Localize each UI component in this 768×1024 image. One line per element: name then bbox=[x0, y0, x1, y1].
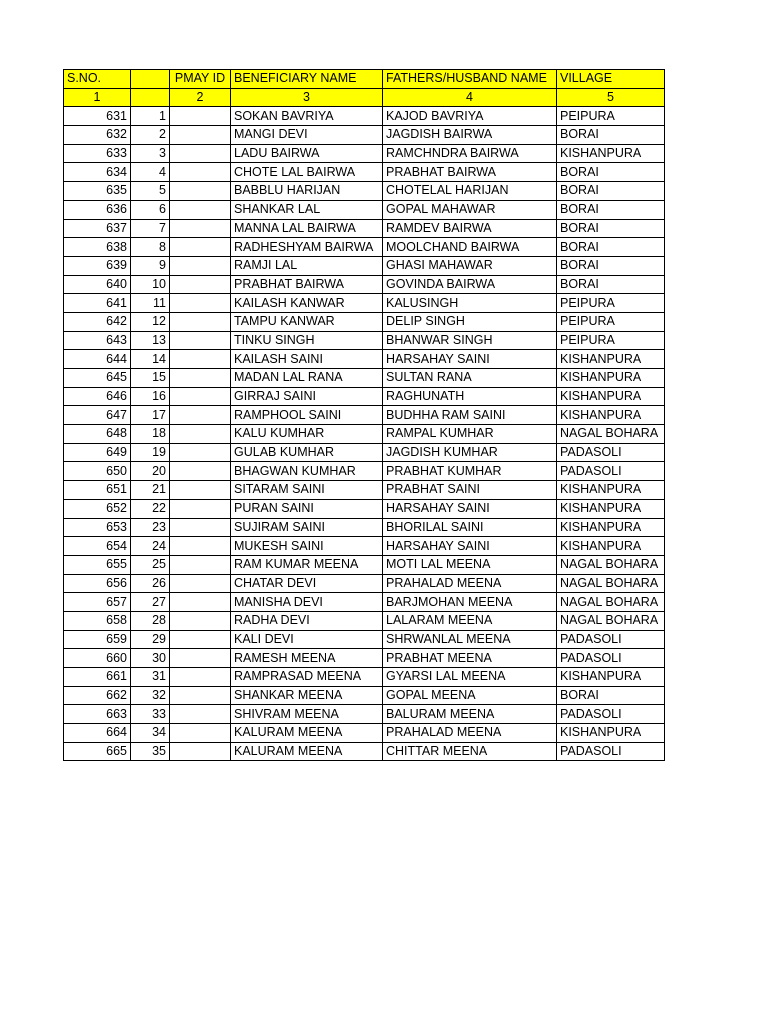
cell-father-husband-name: HARSAHAY SAINI bbox=[383, 499, 557, 518]
cell-village: PADASOLI bbox=[557, 462, 665, 481]
cell-serial: 645 bbox=[64, 369, 131, 388]
table-row bbox=[64, 462, 665, 481]
cell-beneficiary-name: RAMPHOOL SAINI bbox=[231, 406, 383, 425]
cell-father-husband-name: LALARAM MEENA bbox=[383, 611, 557, 630]
cell-beneficiary-name: KALURAM MEENA bbox=[231, 724, 383, 743]
cell-pmay-id bbox=[170, 686, 231, 705]
cell-index: 23 bbox=[131, 518, 170, 537]
cell-beneficiary-name: RAMJI LAL bbox=[231, 256, 383, 275]
cell-pmay-id bbox=[170, 369, 231, 388]
cell-pmay-id bbox=[170, 126, 231, 145]
table-row bbox=[64, 163, 665, 182]
cell-index: 12 bbox=[131, 312, 170, 331]
cell-pmay-id bbox=[170, 555, 231, 574]
cell-village: BORAI bbox=[557, 686, 665, 705]
table-row bbox=[64, 294, 665, 313]
cell-serial: 650 bbox=[64, 462, 131, 481]
cell-pmay-id bbox=[170, 593, 231, 612]
table-row bbox=[64, 256, 665, 275]
cell-beneficiary-name: CHOTE LAL BAIRWA bbox=[231, 163, 383, 182]
cell-father-husband-name: HARSAHAY SAINI bbox=[383, 350, 557, 369]
cell-beneficiary-name: SOKAN BAVRIYA bbox=[231, 107, 383, 126]
header-num-4: 4 bbox=[383, 88, 557, 107]
cell-village: NAGAL BOHARA bbox=[557, 611, 665, 630]
cell-beneficiary-name: SUJIRAM SAINI bbox=[231, 518, 383, 537]
table-row bbox=[64, 574, 665, 593]
table-row bbox=[64, 200, 665, 219]
cell-serial: 664 bbox=[64, 724, 131, 743]
cell-serial: 639 bbox=[64, 256, 131, 275]
table-body bbox=[64, 107, 665, 761]
cell-index: 19 bbox=[131, 443, 170, 462]
cell-serial: 661 bbox=[64, 668, 131, 687]
table-row bbox=[64, 182, 665, 201]
cell-pmay-id bbox=[170, 406, 231, 425]
cell-serial: 643 bbox=[64, 331, 131, 350]
cell-pmay-id bbox=[170, 649, 231, 668]
cell-serial: 663 bbox=[64, 705, 131, 724]
cell-village: BORAI bbox=[557, 256, 665, 275]
cell-index: 27 bbox=[131, 593, 170, 612]
cell-village: KISHANPURA bbox=[557, 518, 665, 537]
table-row bbox=[64, 312, 665, 331]
cell-pmay-id bbox=[170, 350, 231, 369]
header-pmay-id: PMAY ID bbox=[170, 70, 231, 89]
cell-village: KISHANPURA bbox=[557, 350, 665, 369]
header-village: VILLAGE bbox=[557, 70, 665, 89]
cell-index: 10 bbox=[131, 275, 170, 294]
table-row bbox=[64, 350, 665, 369]
cell-pmay-id bbox=[170, 312, 231, 331]
table-row bbox=[64, 518, 665, 537]
cell-pmay-id bbox=[170, 294, 231, 313]
table-row bbox=[64, 425, 665, 444]
cell-beneficiary-name: RAMPRASAD MEENA bbox=[231, 668, 383, 687]
cell-index: 31 bbox=[131, 668, 170, 687]
header-blank bbox=[131, 70, 170, 89]
cell-pmay-id bbox=[170, 518, 231, 537]
cell-index: 26 bbox=[131, 574, 170, 593]
cell-pmay-id bbox=[170, 182, 231, 201]
cell-father-husband-name: RAGHUNATH bbox=[383, 387, 557, 406]
cell-index: 6 bbox=[131, 200, 170, 219]
table-row bbox=[64, 369, 665, 388]
table-row bbox=[64, 387, 665, 406]
cell-father-husband-name: RAMCHNDRA BAIRWA bbox=[383, 144, 557, 163]
cell-father-husband-name: SHRWANLAL MEENA bbox=[383, 630, 557, 649]
cell-serial: 636 bbox=[64, 200, 131, 219]
cell-father-husband-name: BARJMOHAN MEENA bbox=[383, 593, 557, 612]
cell-pmay-id bbox=[170, 630, 231, 649]
cell-index: 16 bbox=[131, 387, 170, 406]
cell-index: 2 bbox=[131, 126, 170, 145]
cell-father-husband-name: GOPAL MEENA bbox=[383, 686, 557, 705]
cell-father-husband-name: MOOLCHAND BAIRWA bbox=[383, 238, 557, 257]
cell-beneficiary-name: MANNA LAL BAIRWA bbox=[231, 219, 383, 238]
cell-index: 14 bbox=[131, 350, 170, 369]
cell-village: BORAI bbox=[557, 238, 665, 257]
cell-pmay-id bbox=[170, 481, 231, 500]
cell-pmay-id bbox=[170, 499, 231, 518]
cell-serial: 635 bbox=[64, 182, 131, 201]
cell-index: 22 bbox=[131, 499, 170, 518]
cell-beneficiary-name: PRABHAT BAIRWA bbox=[231, 275, 383, 294]
cell-index: 7 bbox=[131, 219, 170, 238]
cell-index: 34 bbox=[131, 724, 170, 743]
cell-serial: 660 bbox=[64, 649, 131, 668]
table-row bbox=[64, 238, 665, 257]
table-row bbox=[64, 537, 665, 556]
cell-pmay-id bbox=[170, 219, 231, 238]
table-row bbox=[64, 742, 665, 761]
cell-village: NAGAL BOHARA bbox=[557, 593, 665, 612]
cell-serial: 642 bbox=[64, 312, 131, 331]
cell-father-husband-name: RAMDEV BAIRWA bbox=[383, 219, 557, 238]
cell-pmay-id bbox=[170, 144, 231, 163]
cell-village: PADASOLI bbox=[557, 705, 665, 724]
table-row bbox=[64, 219, 665, 238]
cell-index: 32 bbox=[131, 686, 170, 705]
cell-village: PEIPURA bbox=[557, 312, 665, 331]
table-row bbox=[64, 107, 665, 126]
cell-village: PEIPURA bbox=[557, 107, 665, 126]
cell-beneficiary-name: MUKESH SAINI bbox=[231, 537, 383, 556]
cell-pmay-id bbox=[170, 163, 231, 182]
cell-pmay-id bbox=[170, 705, 231, 724]
cell-village: NAGAL BOHARA bbox=[557, 425, 665, 444]
cell-serial: 665 bbox=[64, 742, 131, 761]
cell-index: 29 bbox=[131, 630, 170, 649]
cell-father-husband-name: CHITTAR MEENA bbox=[383, 742, 557, 761]
cell-beneficiary-name: GULAB KUMHAR bbox=[231, 443, 383, 462]
beneficiary-sheet bbox=[63, 69, 665, 761]
table-row bbox=[64, 686, 665, 705]
cell-pmay-id bbox=[170, 574, 231, 593]
cell-serial: 640 bbox=[64, 275, 131, 294]
cell-beneficiary-name: TAMPU KANWAR bbox=[231, 312, 383, 331]
header-num-blank bbox=[131, 88, 170, 107]
header-num-5: 5 bbox=[557, 88, 665, 107]
cell-serial: 649 bbox=[64, 443, 131, 462]
cell-father-husband-name: PRABHAT KUMHAR bbox=[383, 462, 557, 481]
cell-serial: 641 bbox=[64, 294, 131, 313]
header-beneficiary-name: BENEFICIARY NAME bbox=[231, 70, 383, 89]
table-row bbox=[64, 668, 665, 687]
cell-village: PADASOLI bbox=[557, 742, 665, 761]
cell-serial: 634 bbox=[64, 163, 131, 182]
header-sno: S.NO. bbox=[64, 70, 131, 89]
cell-village: KISHANPURA bbox=[557, 499, 665, 518]
cell-village: NAGAL BOHARA bbox=[557, 574, 665, 593]
cell-beneficiary-name: MADAN LAL RANA bbox=[231, 369, 383, 388]
cell-serial: 632 bbox=[64, 126, 131, 145]
cell-index: 24 bbox=[131, 537, 170, 556]
cell-father-husband-name: BUDHHA RAM SAINI bbox=[383, 406, 557, 425]
cell-village: KISHANPURA bbox=[557, 481, 665, 500]
cell-father-husband-name: PRABHAT SAINI bbox=[383, 481, 557, 500]
cell-serial: 652 bbox=[64, 499, 131, 518]
table-row bbox=[64, 611, 665, 630]
cell-father-husband-name: SULTAN RANA bbox=[383, 369, 557, 388]
cell-father-husband-name: KALUSINGH bbox=[383, 294, 557, 313]
table-row bbox=[64, 406, 665, 425]
cell-serial: 638 bbox=[64, 238, 131, 257]
cell-serial: 648 bbox=[64, 425, 131, 444]
header-num-3: 3 bbox=[231, 88, 383, 107]
cell-pmay-id bbox=[170, 443, 231, 462]
cell-father-husband-name: JAGDISH BAIRWA bbox=[383, 126, 557, 145]
cell-index: 21 bbox=[131, 481, 170, 500]
cell-father-husband-name: GYARSI LAL MEENA bbox=[383, 668, 557, 687]
cell-pmay-id bbox=[170, 107, 231, 126]
cell-father-husband-name: PRAHALAD MEENA bbox=[383, 574, 557, 593]
header-num-2: 2 bbox=[170, 88, 231, 107]
cell-index: 3 bbox=[131, 144, 170, 163]
cell-village: BORAI bbox=[557, 163, 665, 182]
cell-father-husband-name: GOVINDA BAIRWA bbox=[383, 275, 557, 294]
cell-serial: 653 bbox=[64, 518, 131, 537]
cell-village: BORAI bbox=[557, 200, 665, 219]
cell-village: PEIPURA bbox=[557, 294, 665, 313]
cell-serial: 646 bbox=[64, 387, 131, 406]
cell-index: 13 bbox=[131, 331, 170, 350]
cell-village: KISHANPURA bbox=[557, 668, 665, 687]
cell-father-husband-name: PRABHAT BAIRWA bbox=[383, 163, 557, 182]
table-row bbox=[64, 275, 665, 294]
table-row bbox=[64, 443, 665, 462]
cell-index: 30 bbox=[131, 649, 170, 668]
cell-pmay-id bbox=[170, 425, 231, 444]
header-num-1: 1 bbox=[64, 88, 131, 107]
cell-father-husband-name: RAMPAL KUMHAR bbox=[383, 425, 557, 444]
table-row bbox=[64, 499, 665, 518]
header-row-numbers bbox=[64, 88, 665, 107]
cell-serial: 662 bbox=[64, 686, 131, 705]
cell-beneficiary-name: BABBLU HARIJAN bbox=[231, 182, 383, 201]
cell-beneficiary-name: RADHA DEVI bbox=[231, 611, 383, 630]
table-row bbox=[64, 593, 665, 612]
cell-father-husband-name: BHANWAR SINGH bbox=[383, 331, 557, 350]
cell-village: KISHANPURA bbox=[557, 369, 665, 388]
cell-pmay-id bbox=[170, 668, 231, 687]
cell-beneficiary-name: KALI DEVI bbox=[231, 630, 383, 649]
cell-father-husband-name: CHOTELAL HARIJAN bbox=[383, 182, 557, 201]
cell-village: BORAI bbox=[557, 182, 665, 201]
beneficiary-table bbox=[63, 69, 665, 761]
cell-pmay-id bbox=[170, 537, 231, 556]
cell-beneficiary-name: RAM KUMAR MEENA bbox=[231, 555, 383, 574]
cell-pmay-id bbox=[170, 256, 231, 275]
cell-village: PADASOLI bbox=[557, 649, 665, 668]
cell-serial: 644 bbox=[64, 350, 131, 369]
cell-serial: 654 bbox=[64, 537, 131, 556]
cell-index: 28 bbox=[131, 611, 170, 630]
cell-index: 17 bbox=[131, 406, 170, 425]
table-row bbox=[64, 555, 665, 574]
cell-beneficiary-name: SHANKAR MEENA bbox=[231, 686, 383, 705]
cell-beneficiary-name: KALU KUMHAR bbox=[231, 425, 383, 444]
cell-index: 35 bbox=[131, 742, 170, 761]
table-row bbox=[64, 126, 665, 145]
cell-index: 33 bbox=[131, 705, 170, 724]
cell-index: 1 bbox=[131, 107, 170, 126]
cell-serial: 647 bbox=[64, 406, 131, 425]
cell-serial: 631 bbox=[64, 107, 131, 126]
cell-village: KISHANPURA bbox=[557, 724, 665, 743]
cell-father-husband-name: MOTI LAL MEENA bbox=[383, 555, 557, 574]
cell-index: 11 bbox=[131, 294, 170, 313]
header-row-titles bbox=[64, 70, 665, 89]
cell-pmay-id bbox=[170, 200, 231, 219]
table-row bbox=[64, 649, 665, 668]
cell-beneficiary-name: BHAGWAN KUMHAR bbox=[231, 462, 383, 481]
cell-father-husband-name: GOPAL MAHAWAR bbox=[383, 200, 557, 219]
cell-pmay-id bbox=[170, 724, 231, 743]
cell-beneficiary-name: KALURAM MEENA bbox=[231, 742, 383, 761]
cell-serial: 658 bbox=[64, 611, 131, 630]
cell-father-husband-name: BHORILAL SAINI bbox=[383, 518, 557, 537]
cell-serial: 651 bbox=[64, 481, 131, 500]
cell-pmay-id bbox=[170, 611, 231, 630]
cell-beneficiary-name: RADHESHYAM BAIRWA bbox=[231, 238, 383, 257]
cell-village: KISHANPURA bbox=[557, 387, 665, 406]
cell-index: 15 bbox=[131, 369, 170, 388]
cell-father-husband-name: KAJOD BAVRIYA bbox=[383, 107, 557, 126]
cell-pmay-id bbox=[170, 387, 231, 406]
cell-father-husband-name: PRAHALAD MEENA bbox=[383, 724, 557, 743]
cell-index: 20 bbox=[131, 462, 170, 481]
cell-beneficiary-name: MANISHA DEVI bbox=[231, 593, 383, 612]
cell-serial: 633 bbox=[64, 144, 131, 163]
cell-index: 8 bbox=[131, 238, 170, 257]
cell-village: KISHANPURA bbox=[557, 537, 665, 556]
cell-beneficiary-name: KAILASH SAINI bbox=[231, 350, 383, 369]
cell-index: 4 bbox=[131, 163, 170, 182]
cell-beneficiary-name: SHIVRAM MEENA bbox=[231, 705, 383, 724]
cell-beneficiary-name: SHANKAR LAL bbox=[231, 200, 383, 219]
table-row bbox=[64, 705, 665, 724]
cell-village: NAGAL BOHARA bbox=[557, 555, 665, 574]
cell-village: KISHANPURA bbox=[557, 144, 665, 163]
cell-father-husband-name: PRABHAT MEENA bbox=[383, 649, 557, 668]
cell-beneficiary-name: PURAN SAINI bbox=[231, 499, 383, 518]
header-father-husband-name: FATHERS/HUSBAND NAME bbox=[383, 70, 557, 89]
cell-beneficiary-name: SITARAM SAINI bbox=[231, 481, 383, 500]
table-row bbox=[64, 724, 665, 743]
cell-village: BORAI bbox=[557, 126, 665, 145]
cell-beneficiary-name: CHATAR DEVI bbox=[231, 574, 383, 593]
cell-father-husband-name: GHASI MAHAWAR bbox=[383, 256, 557, 275]
cell-serial: 656 bbox=[64, 574, 131, 593]
cell-beneficiary-name: MANGI DEVI bbox=[231, 126, 383, 145]
cell-village: PADASOLI bbox=[557, 630, 665, 649]
cell-beneficiary-name: TINKU SINGH bbox=[231, 331, 383, 350]
cell-index: 5 bbox=[131, 182, 170, 201]
cell-pmay-id bbox=[170, 238, 231, 257]
cell-father-husband-name: BALURAM MEENA bbox=[383, 705, 557, 724]
cell-father-husband-name: HARSAHAY SAINI bbox=[383, 537, 557, 556]
cell-village: BORAI bbox=[557, 275, 665, 294]
cell-pmay-id bbox=[170, 742, 231, 761]
cell-beneficiary-name: RAMESH MEENA bbox=[231, 649, 383, 668]
table-row bbox=[64, 144, 665, 163]
cell-pmay-id bbox=[170, 462, 231, 481]
table-row bbox=[64, 481, 665, 500]
cell-index: 25 bbox=[131, 555, 170, 574]
cell-serial: 657 bbox=[64, 593, 131, 612]
cell-pmay-id bbox=[170, 331, 231, 350]
cell-father-husband-name: DELIP SINGH bbox=[383, 312, 557, 331]
cell-pmay-id bbox=[170, 275, 231, 294]
cell-beneficiary-name: LADU BAIRWA bbox=[231, 144, 383, 163]
cell-index: 9 bbox=[131, 256, 170, 275]
cell-father-husband-name: JAGDISH KUMHAR bbox=[383, 443, 557, 462]
cell-village: BORAI bbox=[557, 219, 665, 238]
table-row bbox=[64, 630, 665, 649]
cell-serial: 637 bbox=[64, 219, 131, 238]
cell-serial: 655 bbox=[64, 555, 131, 574]
cell-beneficiary-name: KAILASH KANWAR bbox=[231, 294, 383, 313]
cell-village: PADASOLI bbox=[557, 443, 665, 462]
cell-village: PEIPURA bbox=[557, 331, 665, 350]
table-row bbox=[64, 331, 665, 350]
cell-index: 18 bbox=[131, 425, 170, 444]
cell-serial: 659 bbox=[64, 630, 131, 649]
cell-beneficiary-name: GIRRAJ SAINI bbox=[231, 387, 383, 406]
cell-village: KISHANPURA bbox=[557, 406, 665, 425]
